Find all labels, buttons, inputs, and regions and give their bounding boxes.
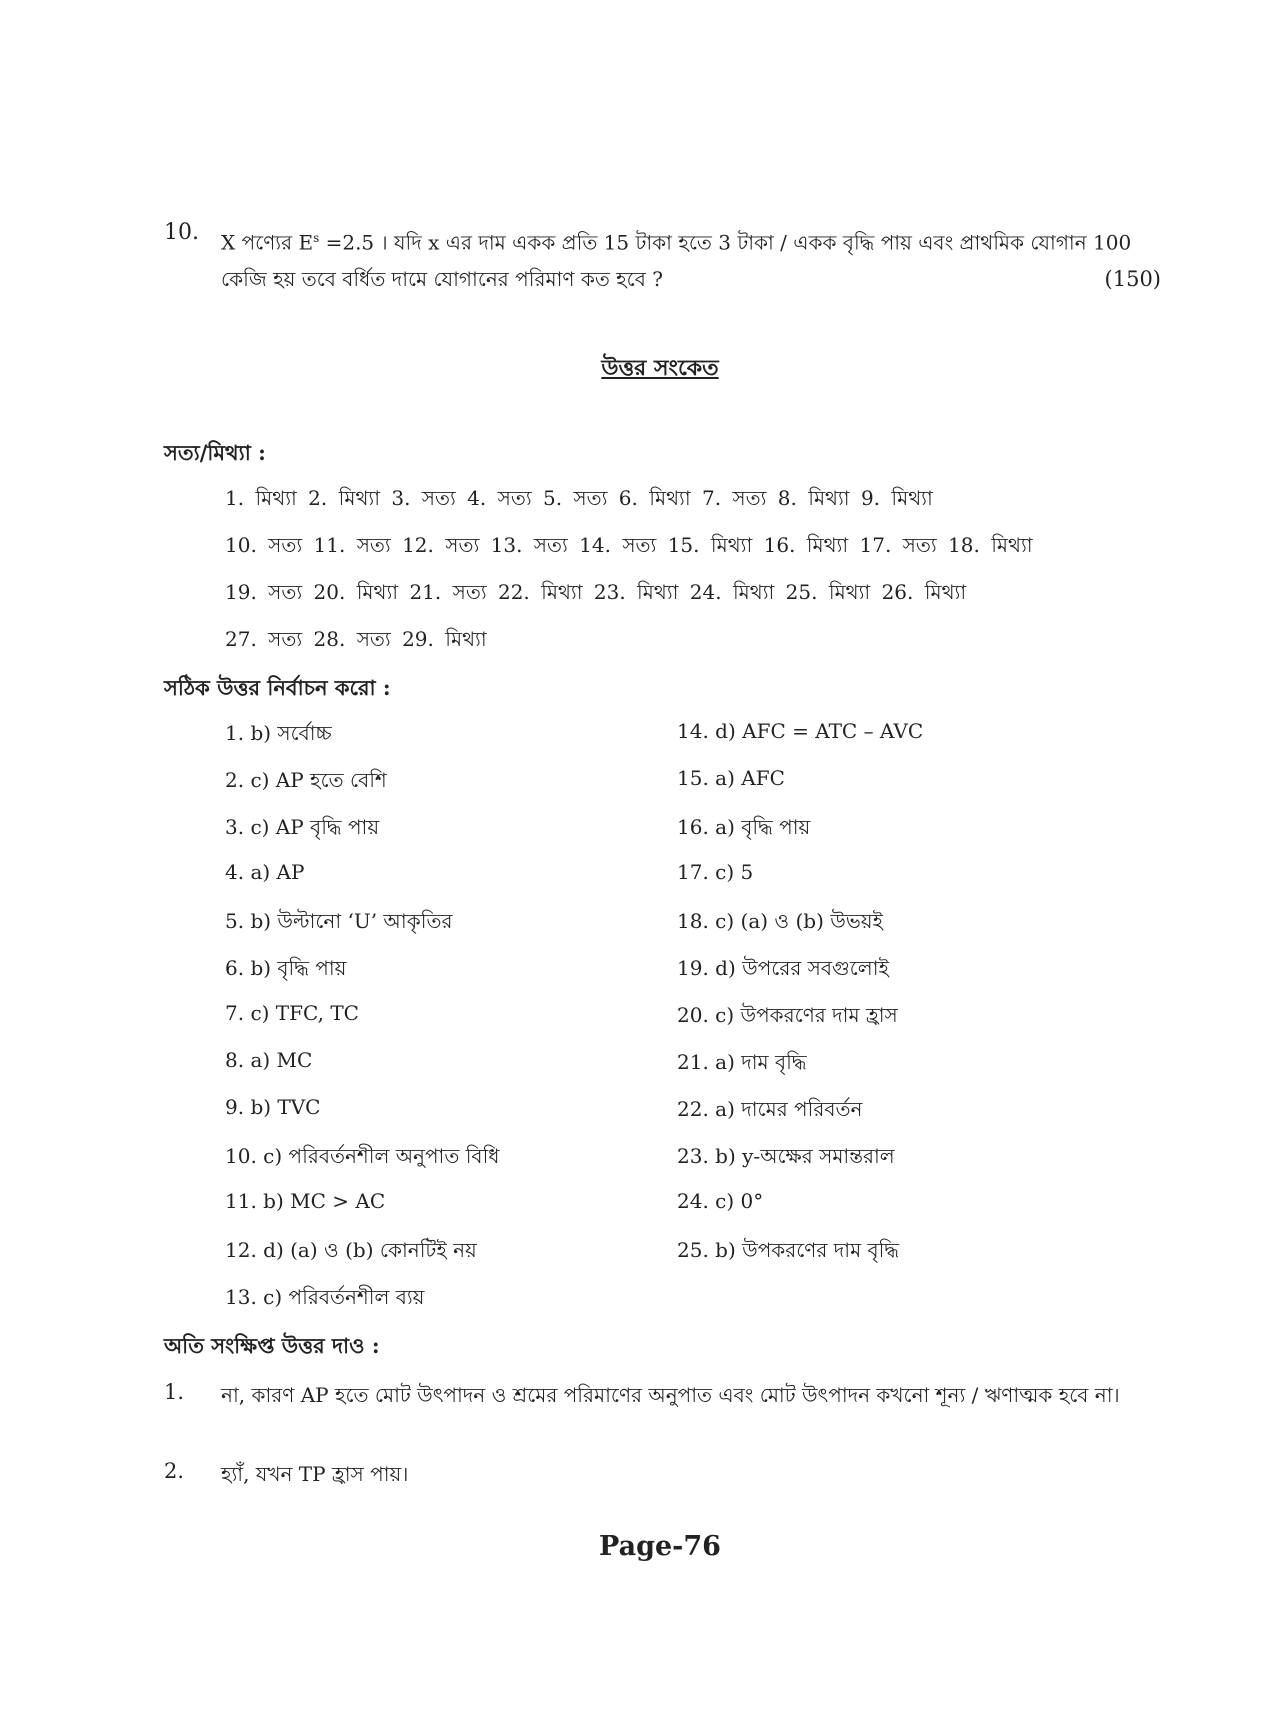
mcq-answer: 2. c) AP হতে বেশি <box>225 768 387 792</box>
question-10-text-post: =2.5 । যদি x এর দাম একক প্রতি 15 টাকা হতে 3 টাকা / একক বৃদ্ধি পায় এবং প্রাথমিক যোগান 100 কেজি হয় তবে বর্ধিত দামে যোগানের পরিমাণ কত হবে ? <box>221 230 1132 291</box>
mcq-answer: 16. a) বৃদ্ধি পায় <box>677 815 811 839</box>
mcq-answer: 3. c) AP বৃদ্ধি পায় <box>225 815 380 839</box>
question-10-text-pre: X পণ্যের E <box>221 230 314 255</box>
mcq-answer: 10. c) পরিবর্তনশীল অনুপাত বিধি <box>225 1144 500 1168</box>
mcq-answer: 21. a) দাম বৃদ্ধি <box>677 1050 807 1074</box>
mcq-answer: 8. a) MC <box>225 1048 313 1072</box>
page-number: Page-76 <box>599 1531 721 1562</box>
mcq-answer: 22. a) দামের পরিবর্তন <box>677 1097 863 1121</box>
question-10-text <box>221 220 1161 297</box>
mcq-answer: 7. c) TFC, TC <box>225 1001 359 1025</box>
question-10-superscript: s <box>313 231 320 245</box>
true-false-heading: সত্য/মিথ্যা : <box>164 440 266 465</box>
mcq-answer: 4. a) AP <box>225 860 305 884</box>
mcq-answer: 25. b) উপকরণের দাম বৃদ্ধি <box>677 1238 900 1262</box>
mcq-heading: সঠিক উত্তর নির্বাচন করো : <box>164 675 391 700</box>
mcq-answer: 15. a) AFC <box>677 766 785 790</box>
mcq-answer: 20. c) উপকরণের দাম হ্রাস <box>677 1003 898 1027</box>
mcq-answer: 17. c) 5 <box>677 860 754 884</box>
true-false-row: 10. সত্য 11. সত্য 12. সত্য 13. সত্য 14. সত্য 15. মিথ্যা 16. মিথ্যা 17. সত্য 18. মিথ্যা <box>225 533 1033 557</box>
short-answer-text: হ্যাঁ, যখন TP হ্রাস পায়। <box>221 1462 409 1486</box>
mcq-answer: 5. b) উল্টানো ‘U’ আকৃতির <box>225 909 453 933</box>
short-answer-text: না, কারণ AP হতে মোট উৎপাদন ও শ্রমের পরিমাণের অনুপাত এবং মোট উৎপাদন কখনো শূন্য / ঋণাত্মক হবে না। <box>221 1383 1120 1407</box>
short-answer-number: 2. <box>164 1459 185 1483</box>
mcq-answer: 9. b) TVC <box>225 1095 321 1119</box>
mcq-answer: 23. b) y-অক্ষের সমান্তরাল <box>677 1144 895 1168</box>
question-10-marks: (150) <box>1104 266 1161 291</box>
mcq-answer: 1. b) সর্বোচ্চ <box>225 721 332 745</box>
mcq-answer: 19. d) উপরের সবগুলোই <box>677 956 889 980</box>
mcq-answer: 14. d) AFC = ATC – AVC <box>677 719 924 743</box>
answer-key-title: উত্তর সংকেত <box>601 355 719 381</box>
mcq-answer: 12. d) (a) ও (b) কোনটিই নয় <box>225 1238 477 1262</box>
true-false-row: 27. সত্য 28. সত্য 29. মিথ্যা <box>225 627 487 651</box>
mcq-answer: 18. c) (a) ও (b) উভয়ই <box>677 909 883 933</box>
mcq-answer: 24. c) 0° <box>677 1189 764 1213</box>
short-answer-heading: অতি সংক্ষিপ্ত উত্তর দাও : <box>164 1333 380 1358</box>
question-10-number: 10. <box>164 220 199 245</box>
mcq-answer: 6. b) বৃদ্ধি পায় <box>225 956 347 980</box>
true-false-row: 1. মিথ্যা 2. মিথ্যা 3. সত্য 4. সত্য 5. সত্য 6. মিথ্যা 7. সত্য 8. মিথ্যা 9. মিথ্যা <box>225 486 933 510</box>
mcq-answer: 13. c) পরিবর্তনশীল ব্যয় <box>225 1285 425 1309</box>
short-answer-number: 1. <box>164 1380 185 1404</box>
true-false-row: 19. সত্য 20. মিথ্যা 21. সত্য 22. মিথ্যা 23. মিথ্যা 24. মিথ্যা 25. মিথ্যা 26. মিথ্যা <box>225 580 967 604</box>
mcq-answer: 11. b) MC > AC <box>225 1189 386 1213</box>
